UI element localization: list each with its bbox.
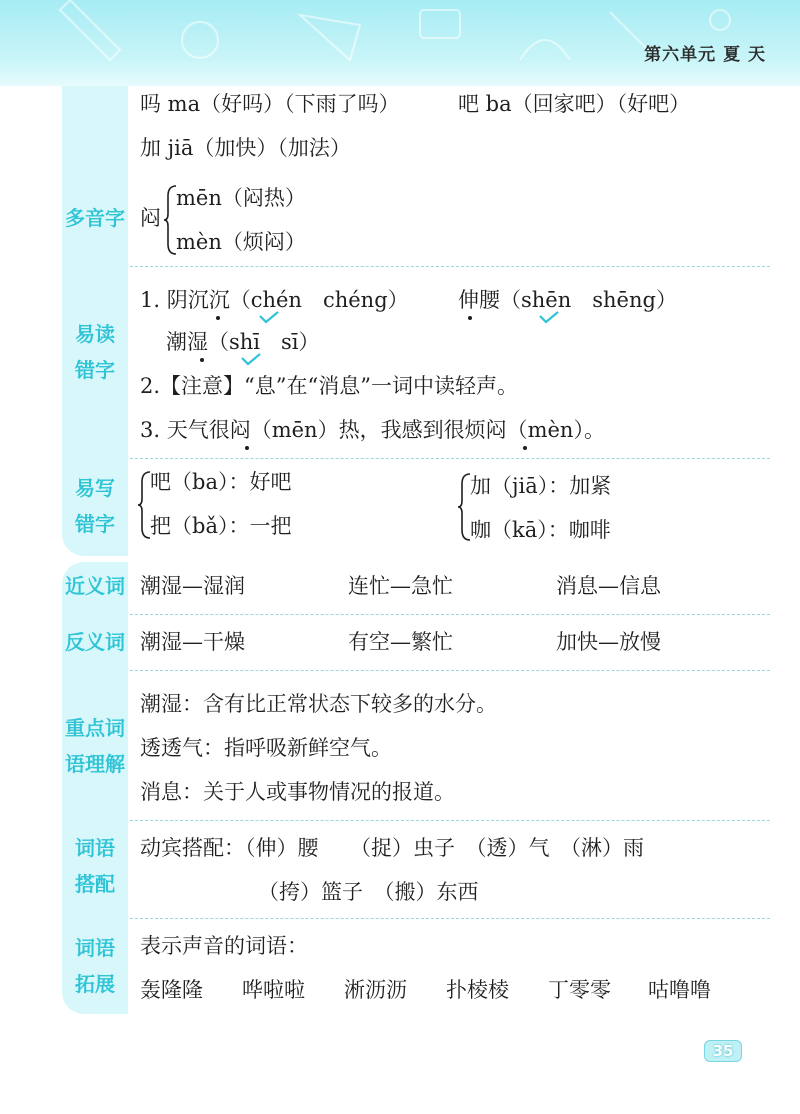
emphasis-dot — [523, 446, 527, 450]
expansion-word: 扑棱棱 — [446, 978, 509, 1002]
divider — [130, 266, 770, 267]
divider — [130, 820, 770, 821]
polyphone-men-char: 闷 — [140, 206, 161, 230]
polyphone-men-2: mèn（烦闷） — [176, 230, 306, 254]
collocation-line-1: 动宾搭配：（伸）腰 （捉）虫子 （透）气 （淋）雨 — [140, 836, 644, 860]
divider — [130, 670, 770, 671]
label-collocation-1: 词语 — [75, 836, 115, 860]
key-word-2: 透透气：指呼吸新鲜空气。 — [140, 736, 392, 760]
label-key-words-1: 重点词 — [65, 716, 125, 740]
expansion-word: 轰隆隆 — [140, 978, 203, 1002]
key-word-1: 潮湿：含有比正常状态下较多的水分。 — [140, 692, 497, 716]
label-miswrite-1: 易写 — [75, 476, 115, 500]
synonym-1: 潮湿—湿润 — [140, 574, 245, 598]
label-polyphone: 多音字 — [65, 206, 125, 230]
expansion-word: 哗啦啦 — [242, 978, 305, 1002]
label-synonym: 近义词 — [65, 574, 125, 598]
header-banner — [0, 0, 800, 86]
antonym-1: 潮湿—干燥 — [140, 630, 245, 654]
expansion-word: 咕噜噜 — [648, 978, 711, 1002]
label-collocation-2: 搭配 — [75, 872, 115, 896]
misread-item-2: 2.【注意】“息”在“消息”一词中读轻声。 — [140, 374, 518, 398]
check-icon — [258, 310, 280, 324]
page-number: 35 — [704, 1040, 742, 1062]
polyphone-jia: 加 jiā（加快）（加法） — [140, 136, 351, 160]
label-misread-1: 易读 — [75, 322, 115, 346]
synonym-2: 连忙—急忙 — [348, 574, 453, 598]
unit-title: 第六单元 夏 天 — [644, 45, 766, 65]
polyphone-ba: 吧 ba（回家吧）（好吧） — [458, 92, 691, 116]
misread-item-1a: 1. 阴沉沉（chén chéng） — [140, 288, 409, 312]
label-misread-2: 错字 — [75, 358, 115, 382]
expansion-intro: 表示声音的词语： — [140, 934, 308, 958]
check-icon — [240, 352, 262, 366]
miswrite-ka: 咖（kā）：咖啡 — [470, 518, 611, 542]
emphasis-dot — [200, 358, 204, 362]
key-word-3: 消息：关于人或事物情况的报道。 — [140, 780, 455, 804]
label-expansion-2: 拓展 — [75, 972, 115, 996]
label-antonym: 反义词 — [65, 630, 125, 654]
expansion-word: 丁零零 — [548, 978, 611, 1002]
expansion-word: 淅沥沥 — [344, 978, 407, 1002]
miswrite-ba: 吧（ba）：好吧 — [150, 470, 292, 494]
emphasis-dot — [468, 316, 472, 320]
label-miswrite-2: 错字 — [75, 512, 115, 536]
polyphone-ma: 吗 ma（好吗）（下雨了吗） — [140, 92, 400, 116]
divider — [130, 614, 770, 615]
antonym-3: 加快—放慢 — [556, 630, 661, 654]
divider — [130, 458, 770, 459]
emphasis-dot — [216, 316, 220, 320]
label-expansion-1: 词语 — [75, 936, 115, 960]
miswrite-ba3: 把（bǎ）：一把 — [150, 514, 292, 538]
collocation-line-2: （挎）篮子 （搬）东西 — [258, 880, 479, 904]
check-icon — [538, 310, 560, 324]
misread-item-1c: 潮湿（shī sī） — [166, 330, 320, 354]
misread-item-3: 3. 天气很闷（mēn）热，我感到很烦闷（mèn）。 — [140, 418, 605, 442]
divider — [130, 918, 770, 919]
label-key-words-2: 语理解 — [65, 752, 125, 776]
synonym-3: 消息—信息 — [556, 574, 661, 598]
antonym-2: 有空—繁忙 — [348, 630, 453, 654]
miswrite-jia: 加（jiā）：加紧 — [470, 474, 612, 498]
polyphone-men-1: mēn（闷热） — [176, 186, 306, 210]
emphasis-dot — [245, 446, 249, 450]
misread-item-1b: 伸腰（shēn shēng） — [458, 288, 677, 312]
